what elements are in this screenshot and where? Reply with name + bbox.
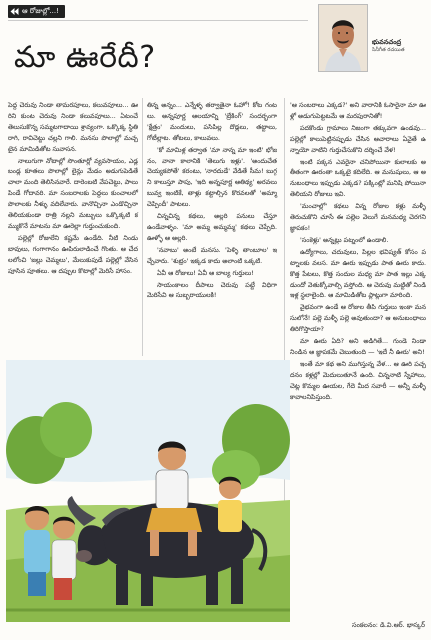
paragraph: నాలుగుగా నోటాల్లో సొంతూర్లో వ్యవసాయం, ఎడ్ల బండ్ల కూతలు పొలాల్లో లైన్లు మేడం అడుగుపెడితే చాలా మంది తెలిసినవారే. దారెంబటి వేపచెట్టు, పాలు పిండే గోదావరి. మా సంబరాలకు పెద్దలు కుంచాలలో పొలాలకు నీళ్ళు వదిలేవారు. వానొచ్చినా ఎండొచ్చినా తెలియకుండా రాత్రి నల్లని మబ్బులు ఒక్కొక్కటి కమ్ముకొనే మాటను మా ఊరెల్లా గుర్తుంచుకుంది.	[8, 156, 138, 230]
article-column-1	[8, 100, 138, 400]
paragraph: సాయంకాలం దీపాలు చెరువు పట్టే విధిగా మెరిసేవి ఆ సుబ్బరాయులకి!	[147, 280, 277, 300]
paragraph: మా ఊరు ఏది? అని అడిగితే... గుండె నిండా నిండిన ఆ జ్ఞాపకమే చెబుతుంది — 'ఇదే నీ ఊరు' అని!	[290, 337, 426, 356]
paragraph: ఇంటి పక్కన ఎవరైనా చనిపోయినా కులాలకు అతీతంగా ఊరంతా ఒక్కటై కదిలేది. ఆ మనుషులు, ఆ అనుబంధాలు ఇప్పుడు ఎక్కడ? పక్కింట్లో మనిషి పోయినా తెలియని రోజులు ఇవి.	[290, 157, 426, 199]
paragraph: ఉద్యోగాలు, చదువులు, పిల్లల భవిష్యత్ కోసం పట్నాలకు వలస. మా ఊరు ఇప్పుడు పాత ఊరు కాదు. కొత్త పేటలు, కొత్త సందుల మధ్య మా పాత ఇల్లు ఎక్కడుందో వెతుక్కోవాల్సి వస్తోంది. ఆ చెరువు మట్టితో నిండి ఇళ్ల స్థలాలైంది. ఆ మామిడితోట ప్లాట్లుగా మారింది.	[290, 247, 426, 300]
author-subtitle: సినీగీత రచయిత	[372, 47, 405, 53]
article-column-3	[290, 100, 426, 610]
section-tag	[8, 5, 65, 18]
paragraph: 'నవాబు' అంటే మనసు. 'పెళ్ళి తాంబూల' ఇచ్చేవారు. 'శుభ్రం' ఇక్కడ కాదు అలాంటి ఒక్కటి.	[147, 245, 277, 265]
village-children-buffalo-illustration	[6, 360, 290, 622]
paragraph: ఇంతే మా కథ అని ముగిస్తున్న వేళ... ఆ ఊరి పచ్చదనం కళ్లల్లో మెదులుతూనే ఉంది. చిన్ననాటి స్నేహాలు, చెట్ల కొమ్మల ఊయల, గేదె మీద సవారీ — అన్నీ మళ్ళీ కావాలనిపిస్తుంది.	[290, 359, 426, 401]
paragraph: 'సంకెళ్లు' అన్నట్లు పట్నంలో ఉండాలి.	[300, 235, 389, 244]
paragraph: పల్లెల్లో రోజులేని కష్టమే ఉండేది. నీటి నిండు బావులు, గంగాగానం ఊపిరులాడించే గొంతు. ఆ చేదలలోంచి 'జల్లు చెమ్మలు', మేలుకుపుడే పల్లెల్లో వేసిన పూసిన పూతలు. ఆ దప్పుల కొటాల్లో మెరిసే హాసం.	[8, 233, 138, 275]
article-title: మా ఊరేదీ?	[14, 40, 156, 75]
column-divider	[142, 98, 143, 356]
paragraph: పదకొండు గ్రామాలు నిజంగా తక్కువగా ఉండవు... పల్లెల్లో కాలుపెట్టినప్పుడు చేసిన ఆచారాలు ఏవైతే ఉన్నాయో వాటిని గుర్తుచేసుకొని దర్శించే వేళ!	[290, 123, 426, 154]
article-credit: సంకలనం: డి.వి.ఆర్. భాస్కర్	[352, 621, 425, 629]
paragraph: ఏవీ ఆ రోజులు! ఏవీ ఆ బాల్య గుర్తులు!	[157, 268, 254, 277]
paragraph: వైభవంగా ఉండే ఆ రోజుల తీపి గుర్తులు ఇంకా మనసులోనే! పల్లె మళ్ళీ పల్లె అవుతుందా? ఆ అనుబంధాలు తిరిగొస్తాయా?	[290, 303, 426, 334]
paragraph: 'మంచాల్లో' కథలు విన్న రోజుల కళ్లు మళ్ళీ తెరుచుకొని చూసే ఈ పల్లెల వెలుగే మనమధ్య చెరగని జ్ఞాపకం!	[290, 202, 426, 232]
author-photo	[318, 4, 368, 72]
author-byline	[372, 38, 428, 54]
header-rule	[8, 20, 308, 21]
paragraph: 'ఆ సంబరాలు ఎక్కడ?' అని వారానికి ఓసారైనా మా ఊళ్లో అడుగుపెట్టటమే ఆ మరపురానితో!	[290, 101, 426, 120]
paragraph: పెద్ద చెరువు నిండా తామరపూలు, కలువపూలు... ఊరిని కుంట చెరువు నిండా కలువపూలు... ఏటంచే తెలుసుకొన్న సమ్మటగాదాయి శ్రావ్యంగా. ఒక్కొక్క స్థితి రాగి, రావిచెట్టు చల్లని గాలి. మనసు పొలాల్లో మచ్చటైన మామిడితోట సువాసన.	[8, 101, 138, 153]
paragraph: 'కో మామిళ్ల తర్వాత 'మా నాన్న మా ఇంటి' భోజనం, వానా కాలానికి 'తెలుగు ఇళ్లు'. 'అందుచేత చెయ్యకపోతే' కరంటు, 'నారదుడే' వేడితే సీమ! బుగ్గని కాలుస్తూ పాపు, 'ఇది అన్నపూర్ణ ఆతిథ్య' అరవలు బువ్వ ఇంటికే, తాళ్లు కట్టాల్సిన కొరవలతో 'అమ్మా చెప్పిందీ' పాటలు.	[147, 145, 277, 209]
paragraph: చిన్నచిన్న కథలు, అల్లరి పనులు చేస్తూ ఉండేవాళ్ళం. 'మా అమ్మ అమ్మమ్మ' కథలు చెప్పేది. ఊళ్ళో ఆ అల్లరి.	[147, 212, 277, 242]
article-column-2	[147, 100, 277, 358]
author-name: భువనచంద్ర	[372, 38, 402, 46]
paragraph: తిన్న అన్నం... ఎన్నేళ్ళ తర్వాతైనా ఓహో! కోట గంటలు. అన్నపూర్ణ ఆలయాన్ని 'బ్రేకింగ్' సందర్భంగా 'క్షేత్రం' మందులు, పసిపిల్ల దొడ్లలు, తట్టాలు, గోటీల్లాట. తోటలు, కాలువలు.	[147, 101, 277, 142]
section-tag-label: ఆ రోజుల్లో...!	[22, 6, 59, 15]
rewind-icon	[10, 7, 19, 16]
